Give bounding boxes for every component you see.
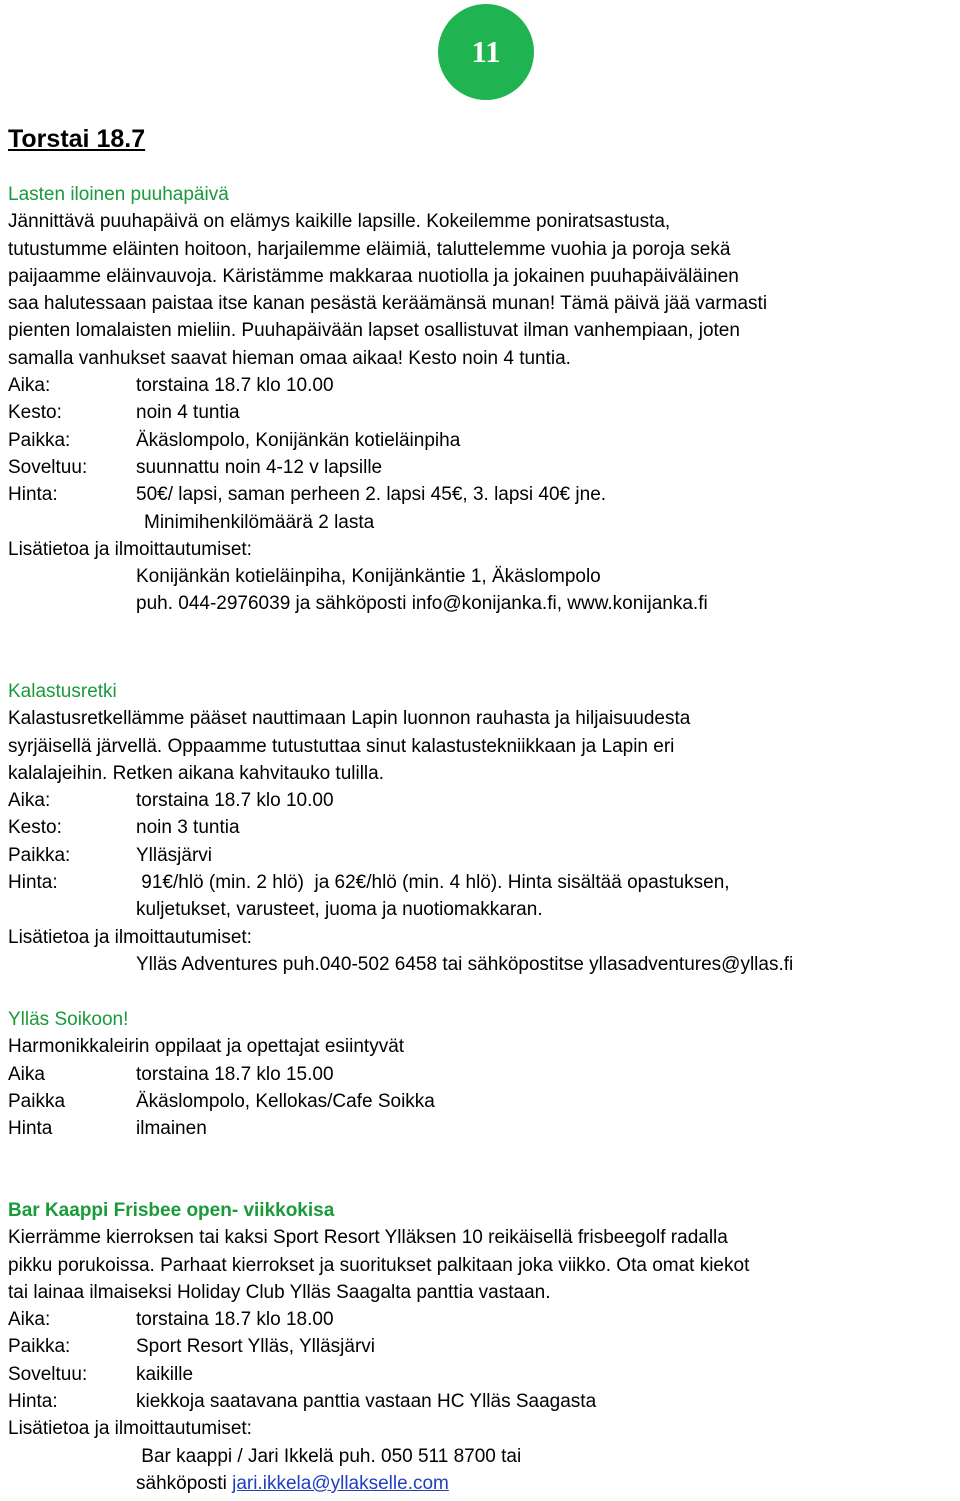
page-number-badge: 11 [438, 4, 534, 100]
detail-value: 91€/hlö (min. 2 hlö) ja 62€/hlö (min. 4 hlö). Hinta sisältää opastuksen, [136, 872, 730, 894]
detail-value: 50€/ lapsi, saman perheen 2. lapsi 45€, 3. lapsi 40€ jne. [136, 484, 607, 506]
detail-time [8, 787, 954, 814]
detail-price [8, 1115, 954, 1142]
info-line: Bar kaappi / Jari Ikkelä puh. 050 511 8700 tai [136, 1445, 522, 1467]
detail-place [8, 842, 954, 869]
detail-place [8, 1333, 954, 1360]
email-line [8, 1470, 954, 1497]
detail-label: Paikka: [8, 844, 71, 866]
detail-price [8, 869, 954, 896]
detail-label: Aika: [8, 790, 51, 812]
desc-line: paijaamme eläinvauvoja. Käristämme makkaraa nuotiolla ja jokainen puuhapäiväläinen [8, 265, 739, 287]
detail-value: torstaina 18.7 klo 10.00 [136, 790, 334, 812]
detail-place [8, 427, 954, 454]
detail-label: Soveltuu: [8, 456, 88, 478]
detail-price [8, 1388, 954, 1415]
desc-line: Jännittävä puuhapäivä on elämys kaikille lapsille. Kokeilemme poniratsastusta, [8, 211, 671, 233]
email-prefix: sähköposti [136, 1472, 233, 1494]
event-title: Lasten iloinen puuhapäivä [8, 184, 229, 205]
detail-value: Sport Resort Ylläs, Ylläsjärvi [136, 1336, 376, 1358]
info-label: Lisätietoa ja ilmoittautumiset: [8, 1418, 252, 1440]
detail-label: Kesto: [8, 402, 62, 424]
detail-value: torstaina 18.7 klo 10.00 [136, 375, 334, 397]
detail-time [8, 1061, 954, 1088]
event-yllas-soikoon [8, 1006, 954, 1142]
detail-label: Hinta: [8, 484, 58, 506]
event-title: Bar Kaappi Frisbee open- viikkokisa [8, 1200, 335, 1221]
price-continuation: kuljetukset, varusteet, juoma ja nuotiomakkaran. [136, 899, 543, 921]
detail-value: torstaina 18.7 klo 18.00 [136, 1309, 334, 1331]
desc-line: samalla vanhukset saavat hieman omaa aikaa! Kesto noin 4 tuntia. [8, 347, 571, 369]
detail-label: Aika [8, 1063, 45, 1085]
detail-label: Kesto: [8, 817, 62, 839]
event-lasten-puuhapaiva [8, 181, 954, 618]
detail-label: Soveltuu: [8, 1363, 88, 1385]
detail-label: Hinta: [8, 872, 58, 894]
detail-value: ilmainen [136, 1118, 207, 1140]
detail-value: noin 4 tuntia [136, 402, 240, 424]
detail-price [8, 481, 954, 508]
desc-line: pienten lomalaisten mieliin. Puuhapäivään lapset osallistuvat ilman vanhempiaan, joten [8, 320, 740, 342]
detail-label: Aika: [8, 1309, 51, 1331]
desc-line: syrjäisellä järvellä. Oppaamme tutustuttaa sinut kalastustekniikkaan ja Lapin eri [8, 735, 675, 757]
detail-value: Ylläsjärvi [136, 844, 213, 866]
event-kalastusretki [8, 678, 954, 978]
detail-label: Paikka [8, 1090, 66, 1112]
detail-time [8, 372, 954, 399]
desc-line: tai lainaa ilmaiseksi Holiday Club Ylläs Saagalta panttia vastaan. [8, 1281, 551, 1303]
desc-line: Kalastusretkellämme pääset nauttimaan Lapin luonnon rauhasta ja hiljaisuudesta [8, 708, 691, 730]
detail-duration [8, 399, 954, 426]
detail-label: Paikka: [8, 429, 71, 451]
detail-suitability [8, 1361, 954, 1388]
detail-value: Äkäslompolo, Konijänkän kotieläinpiha [136, 429, 461, 451]
info-line: puh. 044-2976039 ja sähköposti info@konijanka.fi, www.konijanka.fi [136, 593, 708, 615]
desc-line: tutustumme eläinten hoitoon, harjailemme eläimiä, taluttelemme vuohia ja poroja sekä [8, 238, 731, 260]
desc-line: pikku porukoissa. Parhaat kierrokset ja suoritukset palkitaan joka viikko. Ota omat kiekot [8, 1254, 750, 1276]
detail-value: noin 3 tuntia [136, 817, 240, 839]
detail-value: suunnattu noin 4-12 v lapsille [136, 456, 383, 478]
detail-label: Paikka: [8, 1336, 71, 1358]
desc-line: kalalajeihin. Retken aikana kahvitauko tulilla. [8, 762, 385, 784]
desc-line: Kierrämme kierroksen tai kaksi Sport Resort Ylläksen 10 reikäisellä frisbeegolf radalla [8, 1227, 728, 1249]
detail-time [8, 1306, 954, 1333]
event-frisbee-open [8, 1197, 954, 1497]
detail-value: Äkäslompolo, Kellokas/Cafe Soikka [136, 1090, 435, 1112]
info-line: Konijänkän kotieläinpiha, Konijänkäntie 1, Äkäslompolo [136, 566, 601, 588]
detail-label: Hinta: [8, 1391, 58, 1413]
detail-value: torstaina 18.7 klo 15.00 [136, 1063, 334, 1085]
detail-value: kiekkoja saatavana panttia vastaan HC Ylläs Saagasta [136, 1391, 597, 1413]
event-title: Ylläs Soikoon! [8, 1009, 129, 1030]
detail-duration [8, 814, 954, 841]
detail-value: kaikille [136, 1363, 194, 1385]
detail-suitability [8, 454, 954, 481]
day-title: Torstai 18.7 [8, 125, 146, 153]
email-link[interactable]: jari.ikkela@yllakselle.com [232, 1472, 449, 1494]
min-participants: Minimihenkilömäärä 2 lasta [144, 511, 375, 533]
detail-label: Aika: [8, 375, 51, 397]
detail-label: Hinta [8, 1118, 53, 1140]
event-title: Kalastusretki [8, 681, 117, 702]
info-label: Lisätietoa ja ilmoittautumiset: [8, 538, 252, 560]
info-label: Lisätietoa ja ilmoittautumiset: [8, 926, 252, 948]
event-description [8, 208, 954, 372]
desc-line: saa halutessaan paistaa itse kanan pesästä keräämänsä munan! Tämä päivä jää varmasti [8, 293, 768, 315]
info-line: Ylläs Adventures puh.040-502 6458 tai sähköpostitse yllasadventures@yllas.fi [136, 953, 794, 975]
detail-place [8, 1088, 954, 1115]
desc-line: Harmonikkaleirin oppilaat ja opettajat esiintyvät [8, 1036, 405, 1058]
